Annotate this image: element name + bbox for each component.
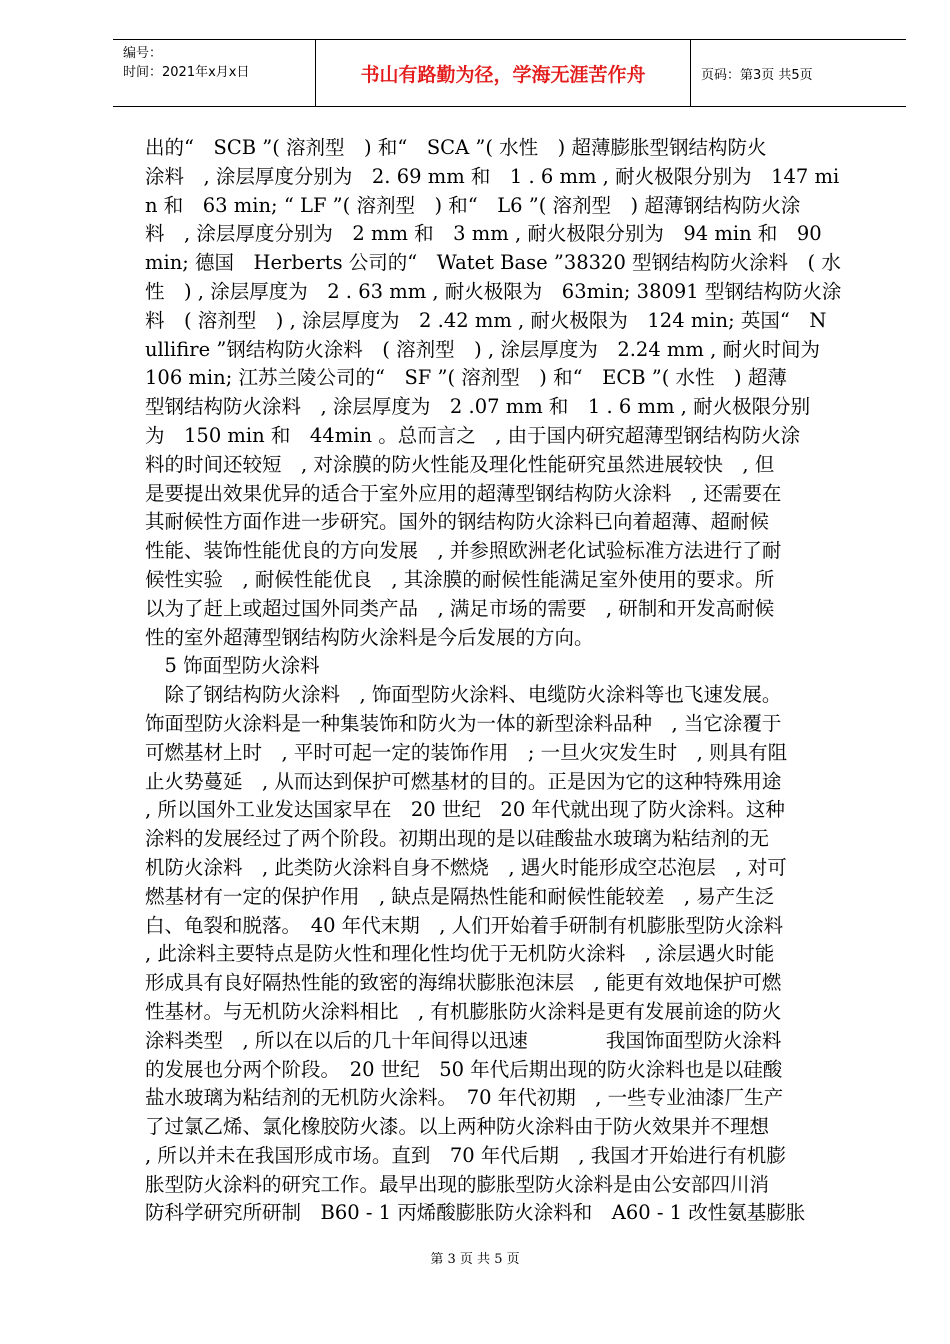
text-line: min; 德国 Herberts 公司的“ Watet Base ”38320 型钢结构防火涂料 ( 水 [145, 251, 841, 275]
text-line: 为 150 min 和 44min 。总而言之 , 由于国内研究超薄型钢结构防火涂 [145, 423, 801, 447]
header-meta-cell [113, 40, 316, 106]
text-line: 燃基材有一定的保护作用 , 缺点是隔热性能和耐候性能较差 , 易产生泛 [145, 884, 775, 908]
date-label: 时间：2021年x月x日 [123, 65, 250, 80]
text-line: 出的“ SCB ”( 溶剂型 ) 和“ SCA ”( 水性 ) 超薄膨胀型钢结构防火 [145, 136, 767, 159]
text-line: , 所以国外工业发达国家早在 20 世纪 20 年代就出现了防火涂料。这种 [145, 798, 785, 822]
text-line: 防科学研究所研制 B60 - 1 丙烯酸膨胀防火涂料和 A60 - 1 改性氨基膨胀 [145, 1201, 806, 1225]
text-line: 的发展也分两个阶段。 20 世纪 50 年代后期出现的防火涂料也是以硅酸 [145, 1057, 783, 1081]
text-line: 饰面型防火涂料是一种集装饰和防火为一体的新型涂料品种 , 当它涂覆于 [145, 711, 782, 735]
text-line: 机防火涂料 , 此类防火涂料自身不燃烧 , 遇火时能形成空芯泡层 , 对可 [145, 855, 787, 879]
text-line: 止火势蔓延 , 从而达到保护可燃基材的目的。正是因为它的这种特殊用途 [145, 769, 782, 793]
text-line: 涂料 , 涂层厚度分别为 2. 69 mm 和 1 . 6 mm , 耐火极限分别为 147 mi [145, 164, 840, 188]
text-line: 可燃基材上时 , 平时可起一定的装饰作用 ; 一旦火灾发生时 , 则具有阻 [145, 740, 788, 764]
number-label: 编号： [123, 46, 163, 61]
page-footer: 第 3 页 共 5 页 [430, 1252, 520, 1267]
text-line: 盐水玻璃为粘结剂的无机防火涂料。 70 年代初期 , 一些专业油漆厂生产 [145, 1086, 784, 1110]
text-line: 胀型防火涂料的研究工作。最早出现的膨胀型防火涂料是由公安部四川消 [145, 1172, 770, 1196]
text-line: 性基材。与无机防火涂料相比 , 有机膨胀防火涂料是更有发展前途的防火 [145, 999, 782, 1023]
text-line: 性能、装饰性能优良的方向发展 , 并参照欧洲老化试验标准方法进行了耐 [145, 539, 782, 563]
text-line: 料的时间还较短 , 对涂膜的防火性能及理化性能研究虽然进展较快 , 但 [145, 452, 775, 476]
text-line: 形成具有良好隔热性能的致密的海绵状膨胀泡沫层 , 能更有效地保护可燃 [145, 971, 782, 995]
text-line: 料 , 涂层厚度分别为 2 mm 和 3 mm , 耐火极限分别为 94 min 和 90 [145, 222, 822, 246]
text-line: 涂料类型 , 所以在以后的几十年间得以迅速 我国饰面型防火涂料 [145, 1028, 782, 1052]
text-line: 候性实验 , 耐候性能优良 , 其涂膜的耐候性能满足室外使用的要求。所 [145, 567, 775, 591]
text-line: ullifire ”钢结构防火涂料 ( 溶剂型 ) , 涂层厚度为 2.24 mm , 耐火时间为 [145, 337, 821, 361]
text-line: 白、龟裂和脱落。 40 年代末期 , 人们开始着手研制有机膨胀型防火涂料 [145, 913, 784, 937]
text-line: 料 ( 溶剂型 ) , 涂层厚度为 2 .42 mm , 耐火极限为 124 min; 英国“ N [145, 308, 827, 332]
text-line: 其耐候性方面作进一步研究。国外的钢结构防火涂料已向着超薄、超耐候 [145, 510, 770, 534]
text-line: 是要提出效果优异的适合于室外应用的超薄型钢结构防火涂料 , 还需要在 [145, 481, 782, 505]
text-line: 以为了赶上或超过国外同类产品 , 满足市场的需要 , 研制和开发高耐候 [145, 596, 775, 620]
text-line: , 所以并未在我国形成市场。直到 70 年代后期 , 我国才开始进行有机膨 [145, 1143, 786, 1167]
document-body [145, 134, 877, 1228]
text-line: 型钢结构防火涂料 , 涂层厚度为 2 .07 mm 和 1 . 6 mm , 耐火极限分别 [145, 395, 811, 419]
text-line: 涂料的发展经过了两个阶段。初期出现的是以硅酸盐水玻璃为粘结剂的无 [145, 827, 770, 851]
header-motto: 书山有路勤为径，学海无涯苦作舟 [316, 40, 691, 106]
text-line: 性 ) , 涂层厚度为 2 . 63 mm , 耐火极限为 63min; 38091 型钢结构防火涂 [145, 279, 842, 303]
header-page-info: 页码：第3页 共5页 [701, 67, 813, 83]
text-line: 性的室外超薄型钢结构防火涂料是今后发展的方向。 [145, 625, 594, 649]
text-line: 除了钢结构防火涂料 , 饰面型防火涂料、电缆防火涂料等也飞速发展。 [145, 683, 782, 707]
header-table [113, 39, 906, 107]
text-line: n 和 63 min; “ LF ”( 溶剂型 ) 和“ L6 ”( 溶剂型 ) 超薄钢结构防火涂 [145, 193, 801, 217]
text-line: 5 饰面型防火涂料 [145, 654, 320, 678]
text-line: , 此涂料主要特点是防火性和理化性均优于无机防火涂料 , 涂层遇火时能 [145, 942, 775, 966]
text-line: 106 min; 江苏兰陵公司的“ SF ”( 溶剂型 ) 和“ ECB ”( 水性 ) 超薄 [145, 366, 787, 390]
text-line: 了过氯乙烯、氯化橡胶防火漆。以上两种防火涂料由于防火效果并不理想 [145, 1115, 770, 1139]
